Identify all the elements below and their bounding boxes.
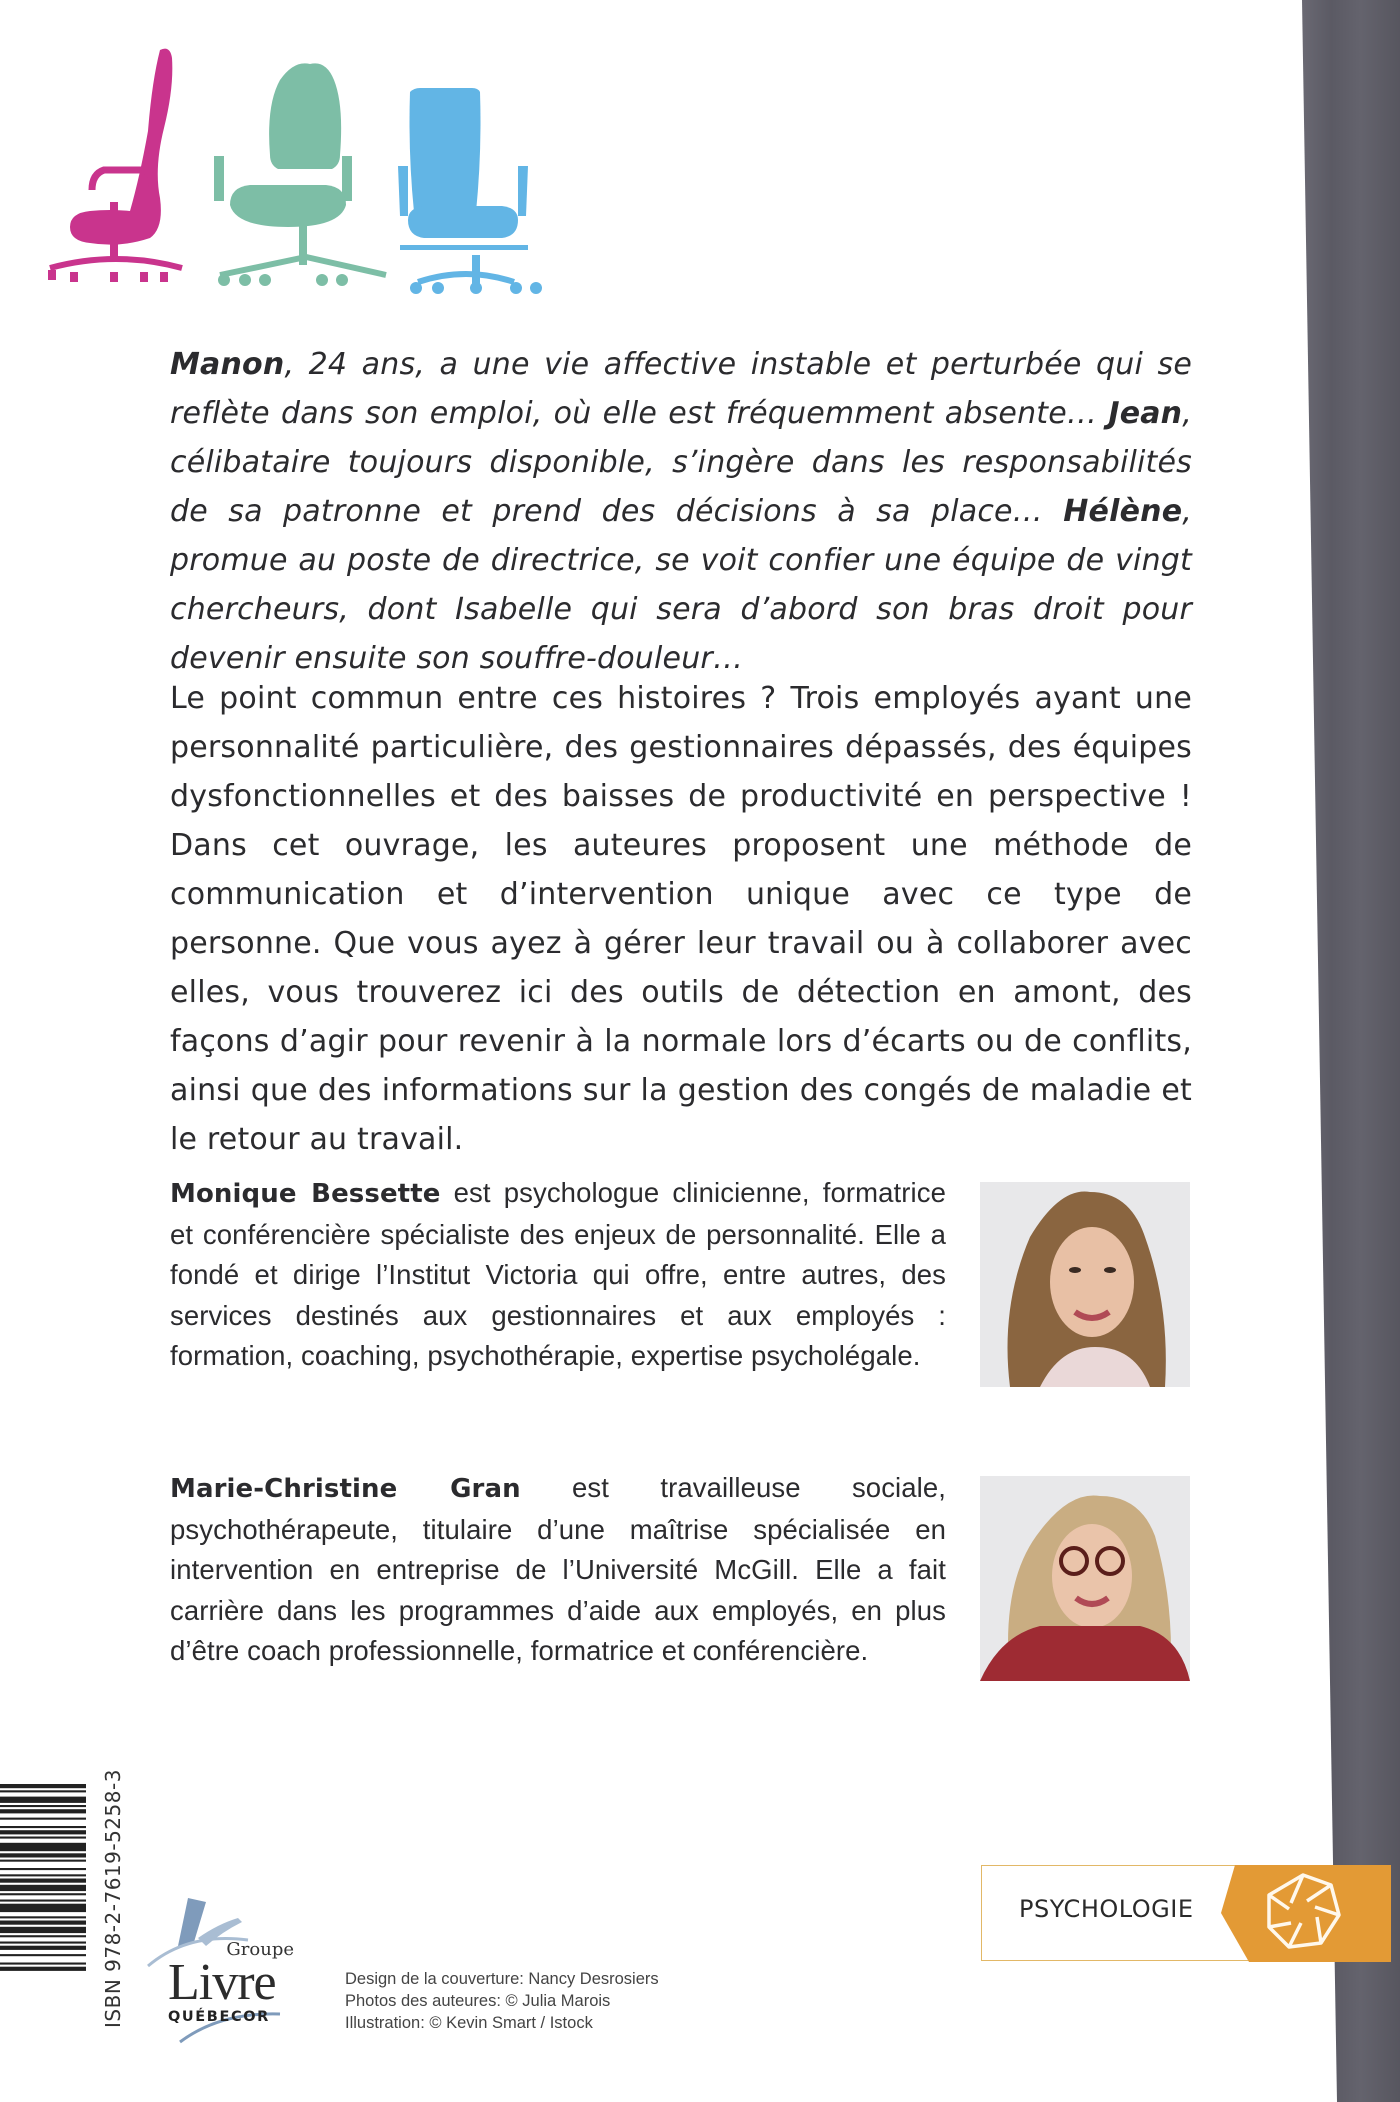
publisher-logo-text: Livre: [168, 1954, 276, 2011]
barcode-bar: [0, 1954, 86, 1956]
author-photo: [980, 1476, 1190, 1681]
category-label: PSYCHOLOGIE: [1019, 1895, 1194, 1923]
barcode-bar: [0, 1921, 86, 1925]
barcode-bar: [0, 1946, 86, 1950]
publisher-logo-text: Groupe: [226, 1939, 294, 1960]
barcode-bar: [0, 1853, 86, 1857]
barcode-bar: [0, 1963, 86, 1965]
credit-line: Photos des auteures: © Julia Marois: [345, 1992, 611, 2010]
barcode-bar: [0, 1874, 86, 1876]
aperture-icon: [1221, 1865, 1391, 1962]
barcode-bar: [0, 1818, 86, 1820]
isbn-number: ISBN 978-2-7619-5258-3: [101, 1769, 125, 2028]
barcode-bar: [0, 1967, 86, 1971]
author-bio: Monique Bessette est psychologue clinicienne, formatrice et conférencière spécialiste des enjeux de personnalité. Elle a fondé et dirige l’Institut Victoria qui offre, entre autres, des services destinés aux gestionnaires et aux employés : formation, coaching, psychothérapie, expertise psycholégale.: [170, 1177, 946, 1371]
barcode-bar: [0, 1809, 86, 1813]
barcode-bar: [0, 1879, 86, 1883]
mesh-chair-icon: [398, 88, 542, 294]
author-name: Marie-Christine Gran: [170, 1474, 521, 1504]
barcode-bar: [0, 1885, 86, 1891]
category-tag: [981, 1865, 1391, 1961]
credit-line: Illustration: © Kevin Smart / Istock: [345, 2014, 593, 2032]
summary-paragraph: Le point commun entre ces histoires ? Trois employés ayant une personnalité particulière, des gestionnaires dépassés, des équipes dysfonctionnelles et des baisses de productivité en perspective ! Dans cet ouvrage, les auteures proposent une méthode de communication et d’intervention unique avec ce type de personne. Que vous ayez à gérer leur travail ou à collaborer avec elles, vous trouverez ici des outils de détection en amont, des façons d’agir pour revenir à la normale lors d’écarts ou de conflits, ainsi que des informations sur la gestion des congés de maladie et le retour au travail.: [170, 681, 1192, 1157]
credit-line: Design de la couverture: Nancy Desrosiers: [345, 1970, 659, 1988]
barcode-bar: [0, 1942, 86, 1944]
barcode-bar: [0, 1916, 86, 1918]
author-photo: [980, 1182, 1190, 1387]
barcode-bar: [0, 1826, 86, 1828]
barcode-bar: [0, 1784, 86, 1788]
barcode-bar: [0, 1837, 86, 1839]
intro-paragraph: Manon, 24 ans, a une vie affective instable et perturbée qui se reflète dans son emploi, où elle est fréquemment absente… Jean, célibataire toujours disponible, s’ingère dans les responsabilités de sa patronne et prend des décisions à sa place… Hélène, promue au poste de directrice, se voit confier une équipe de vingt chercheurs, dont Isabelle qui sera d’abord son bras droit pour devenir ensuite son souffre-douleur…: [170, 347, 1192, 676]
credits: [345, 1968, 659, 2034]
barcode-bar: [0, 1900, 86, 1902]
barcode-bar: [0, 1893, 86, 1895]
character-name: Jean: [1108, 396, 1183, 431]
office-chair-icon: [214, 63, 386, 286]
author-bio: Marie-Christine Gran est travailleuse sociale, psychothérapeute, titulaire d’une maîtrise spécialisée en intervention en entreprise de l’Université McGill. Elle a fait carrière dans les programmes d’aide aux employés, en plus d’être coach professionnelle, formatrice et conférencière.: [170, 1472, 946, 1666]
barcode-bar: [0, 1797, 86, 1803]
barcode-bar: [0, 1860, 86, 1862]
barcode-bar: [0, 1904, 86, 1912]
barcode-bar: [0, 1790, 86, 1792]
author-name: Monique Bessette: [170, 1179, 441, 1209]
barcode-bar: [0, 1830, 86, 1834]
character-name: Hélène: [1063, 494, 1183, 529]
barcode: [0, 1784, 86, 2028]
chairs-illustration: [40, 40, 560, 300]
character-name: Manon: [170, 347, 285, 382]
barcode-bar: [0, 1868, 86, 1870]
barcode-bar: [0, 1843, 86, 1851]
barcode-bar: [0, 1805, 86, 1807]
barcode-bar: [0, 1935, 86, 1937]
publisher-logo-text: QUÉBECOR: [168, 2009, 270, 2025]
barcode-bar: [0, 1927, 86, 1933]
executive-chair-icon: [48, 49, 182, 282]
publisher-logo-wordmark: [168, 1940, 298, 2026]
